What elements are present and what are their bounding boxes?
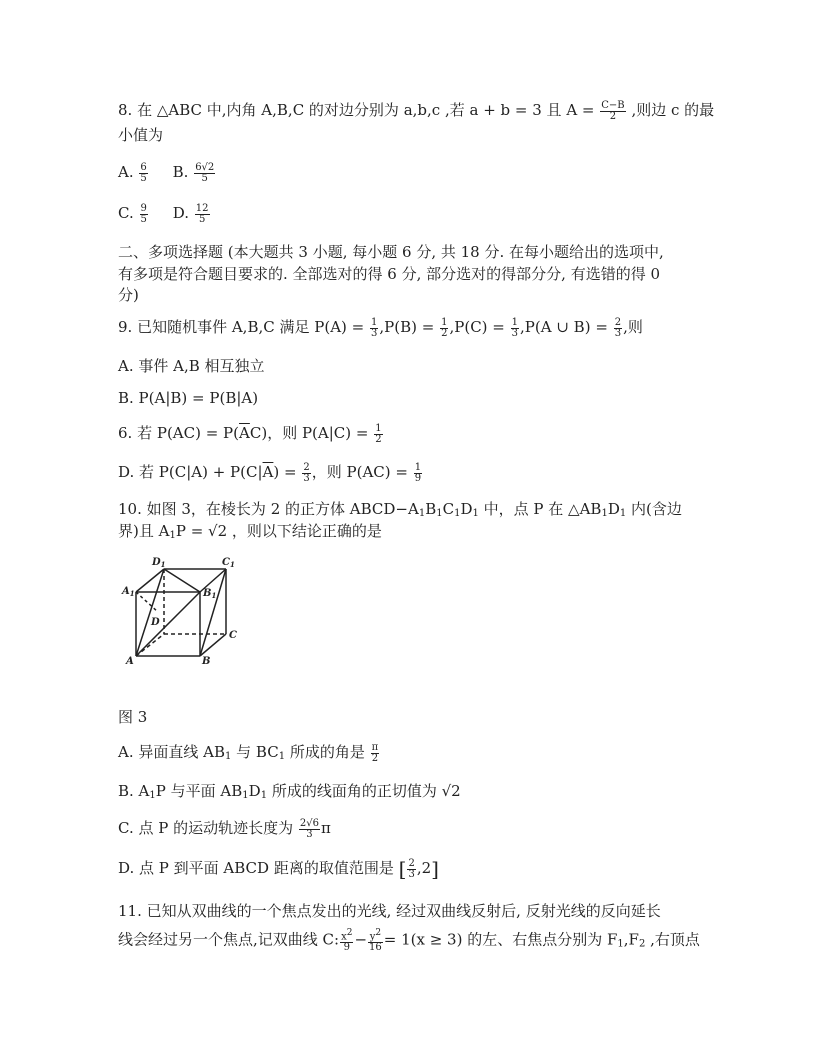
q10-option-b-c: D bbox=[248, 782, 261, 800]
q10-option-c-fraction: $\frac{2√6}{3}$ bbox=[299, 817, 319, 840]
q10-option-c-pi: π bbox=[321, 819, 331, 837]
q8-option-c-fraction: $\frac{9}{5}$ bbox=[140, 202, 147, 225]
q11-y-fraction: $\frac{y^2}{16}$ bbox=[369, 928, 382, 954]
q11-line2-a: 线会经过另一个焦点,记双曲线 C: bbox=[118, 930, 340, 949]
q10-option-c bbox=[118, 818, 331, 840]
q10-option-c-a: C. 点 P 的运动轨迹长度为 bbox=[118, 819, 294, 837]
q8-stem-text: 8. 在 △ABC 中,内角 A,B,C 的对边分别为 a,b,c ,若 a + b = 3 且 A = bbox=[118, 101, 595, 119]
q10-stem-g: 内(含边 bbox=[626, 500, 682, 518]
q8-stem-line2: 小值为 bbox=[118, 126, 164, 144]
q11-line2 bbox=[118, 928, 700, 955]
q8-option-d-fraction: $\frac{12}{5}$ bbox=[195, 202, 209, 225]
q10-option-a-c: 所成的角是 bbox=[285, 743, 365, 761]
label-d: D bbox=[151, 617, 160, 628]
q9-pa-fraction: $\frac{1}{3}$ bbox=[371, 316, 378, 339]
q10-sub: 1 bbox=[278, 751, 286, 762]
label-b: B bbox=[202, 656, 211, 667]
label-c1: $C_1$ bbox=[222, 557, 235, 569]
figure-caption: 图 3 bbox=[118, 708, 148, 726]
label-b1: $B_1$ bbox=[203, 588, 217, 600]
q8-option-b-label: B. bbox=[172, 163, 189, 181]
q10-sub: 1 bbox=[149, 790, 156, 801]
q10-sub: 1 bbox=[601, 508, 608, 519]
q9-option-d-c: ，则 P(AC) = bbox=[311, 463, 408, 481]
q8-option-a-fraction: $\frac{6}{5}$ bbox=[140, 161, 147, 184]
q9-option-d-fraction2: $\frac{1}{9}$ bbox=[414, 461, 422, 484]
q8-option-c-label: C. bbox=[118, 204, 134, 222]
q10-sub: 1 bbox=[454, 508, 461, 519]
q9-option-c-b: C)，则 P(A|C) = bbox=[249, 424, 369, 442]
q10-sub: 1 bbox=[418, 508, 426, 519]
q10-stem-e: 中，点 P 在 △AB bbox=[478, 500, 602, 518]
q8-options-row1 bbox=[118, 162, 216, 184]
section2-line1: 二、多项选择题 (本大题共 3 小题, 每小题 6 分, 共 18 分. 在每小题给出的选项中, bbox=[118, 243, 664, 261]
q10-option-a-b: 与 BC bbox=[231, 743, 279, 761]
q11-minus: − bbox=[354, 930, 368, 949]
q10-option-a-a: A. 异面直线 AB bbox=[118, 743, 225, 761]
q9-stem-e: ,则 bbox=[623, 318, 643, 336]
q9-option-d-b: ) = bbox=[273, 463, 297, 481]
q11-x-fraction: $\frac{x^2}{9}$ bbox=[341, 928, 353, 954]
q8-option-b-fraction: $\frac{6√2}{5}$ bbox=[195, 161, 215, 184]
q8-option-a-label: A. bbox=[118, 163, 134, 181]
q8-angle-fraction: $\frac{C-B}{2}$ bbox=[601, 99, 625, 122]
q10-stem2-a: 界)且 A bbox=[118, 522, 170, 540]
q9-stem-b: ,P(B) = bbox=[379, 318, 435, 336]
q9-option-d-overline: $\overline{A}$ bbox=[262, 463, 274, 481]
q11-sub2: 2 bbox=[638, 938, 646, 950]
q9-stem-a: 9. 已知随机事件 A,B,C 满足 P(A) = bbox=[118, 318, 365, 336]
q10-sub: 1 bbox=[436, 508, 443, 519]
q10-stem-b: B bbox=[425, 500, 437, 518]
q10-option-b-d: 所成的线面角的正切值为 √2 bbox=[267, 782, 461, 800]
diag-a1-p bbox=[136, 592, 158, 612]
q11-line2-b: = 1(x ≥ 3) 的左、右焦点分别为 F bbox=[383, 930, 618, 949]
q9-stem bbox=[118, 317, 643, 339]
q9-option-c-fraction: $\frac{1}{2}$ bbox=[375, 422, 382, 445]
label-d1: $D_1$ bbox=[152, 557, 166, 569]
section2-line3: 分) bbox=[118, 286, 139, 304]
q10-option-d-fraction: $\frac{2}{3}$ bbox=[408, 857, 415, 880]
q10-stem-c: C bbox=[442, 500, 455, 518]
q10-option-a-fraction: $\frac{\pi}{2}$ bbox=[371, 741, 379, 764]
q9-option-c-a: 6. 若 P(AC) = P( bbox=[118, 424, 240, 442]
q10-sub: 1 bbox=[225, 751, 232, 762]
q9-option-d-a: D. 若 P(C|A) + P(C| bbox=[118, 463, 263, 481]
q10-stem-line2 bbox=[118, 521, 382, 546]
q9-option-b: B. P(A|B) = P(B|A) bbox=[118, 389, 259, 407]
q10-stem-d: D bbox=[460, 500, 473, 518]
q10-option-d-a: D. 点 P 到平面 ABCD 距离的取值范围是 bbox=[118, 859, 394, 877]
q11-line2-c: ,F bbox=[623, 930, 639, 949]
label-a: A bbox=[126, 656, 134, 667]
q10-option-d bbox=[118, 858, 439, 880]
q11-line1: 11. 已知从双曲线的一个焦点发出的光线, 经过双曲线反射后, 反射光线的反向延长 bbox=[118, 902, 661, 920]
label-c: C bbox=[229, 630, 237, 641]
q9-stem-c: ,P(C) = bbox=[449, 318, 505, 336]
q10-stem2-b: P = √2 ，则以下结论正确的是 bbox=[175, 522, 382, 540]
q10-option-a bbox=[118, 742, 380, 767]
section2-line2: 有多项是符合题目要求的. 全部选对的得 6 分, 部分选对的得部分分, 有选错的得 0 bbox=[118, 265, 661, 283]
bracket-right: ] bbox=[431, 857, 439, 881]
diag-d1-b1 bbox=[164, 569, 200, 592]
q9-option-c bbox=[118, 423, 384, 445]
q10-option-b bbox=[118, 781, 461, 806]
q9-stem-d: ,P(A ∪ B) = bbox=[520, 318, 608, 336]
q10-sub: 1 bbox=[472, 508, 479, 519]
q9-option-d bbox=[118, 462, 423, 484]
q9-option-a: A. 事件 A,B 相互独立 bbox=[118, 357, 265, 375]
label-a1: $A_1$ bbox=[122, 586, 135, 598]
bracket-left: [ bbox=[398, 857, 407, 881]
q9-option-c-overline: $\overline{A}$ bbox=[239, 424, 250, 442]
q8-option-d-label: D. bbox=[172, 204, 189, 222]
q10-sub: 1 bbox=[169, 530, 176, 541]
q9-option-d-fraction1: $\frac{2}{3}$ bbox=[303, 461, 310, 484]
q9-pab-fraction: $\frac{2}{3}$ bbox=[614, 316, 622, 339]
q11-sub1: 1 bbox=[617, 938, 624, 950]
q10-stem-f: D bbox=[607, 500, 620, 518]
q9-pc-fraction: $\frac{1}{3}$ bbox=[511, 316, 519, 339]
q8-stem-end: ,则边 c 的最 bbox=[631, 101, 715, 119]
q10-option-b-b: P 与平面 AB bbox=[155, 782, 243, 800]
q10-option-b-a: B. A bbox=[118, 782, 150, 800]
q10-option-d-mid: ,2 bbox=[416, 859, 432, 877]
q10-sub: 1 bbox=[260, 790, 268, 801]
cube-figure bbox=[118, 552, 248, 667]
q10-stem-a: 10. 如图 3，在棱长为 2 的正方体 ABCD−A bbox=[118, 500, 419, 518]
diag-b-c1 bbox=[200, 569, 226, 656]
q10-sub: 1 bbox=[619, 508, 627, 519]
q8-options-row2 bbox=[118, 203, 211, 225]
q9-pb-fraction: $\frac{1}{2}$ bbox=[441, 316, 448, 339]
q11-line2-d: ,右顶点 bbox=[645, 930, 700, 949]
q10-sub: 1 bbox=[242, 790, 249, 801]
q8-stem-line1 bbox=[118, 100, 714, 122]
